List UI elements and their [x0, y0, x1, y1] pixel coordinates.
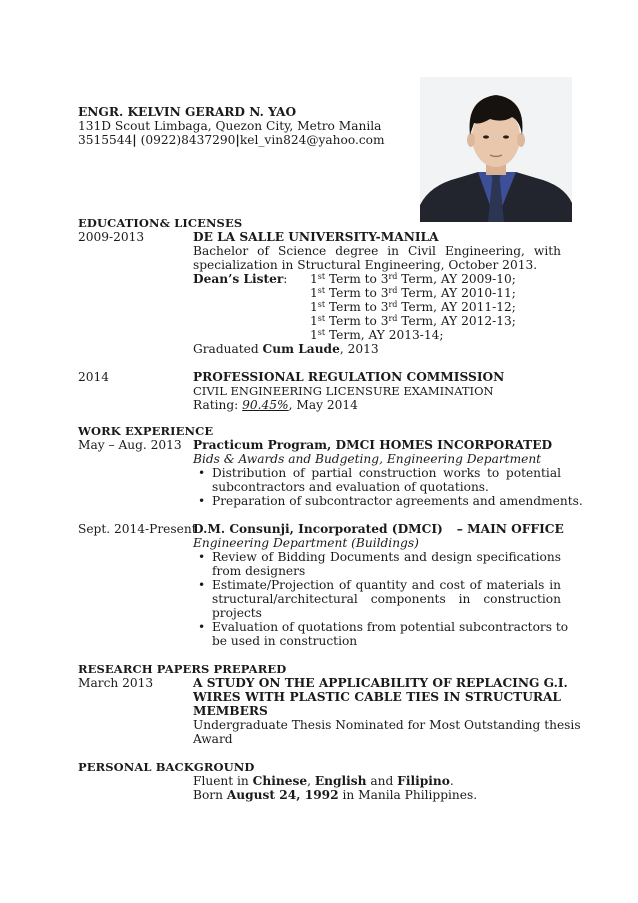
deans-lister-label: Dean’s Lister:	[193, 272, 288, 286]
portrait-image	[420, 77, 572, 222]
email: kel_vin824@yahoo.com	[239, 133, 385, 147]
deans-term: 1st Term, AY 2013-14;	[310, 328, 444, 342]
bullet: •	[198, 494, 206, 508]
job-duty: projects	[212, 606, 262, 620]
section-heading-personal: PERSONAL BACKGROUND	[78, 760, 255, 774]
bullet: •	[198, 466, 206, 480]
job-duty: Evaluation of quotations from potential subcontractors to	[212, 620, 569, 634]
section-heading-research: RESEARCH PAPERS PREPARED	[78, 662, 287, 676]
section-heading-education: EDUCATION& LICENSES	[78, 216, 243, 230]
section-heading-work: WORK EXPERIENCE	[78, 424, 214, 438]
school-name: DE LA SALLE UNIVERSITY-MANILA	[193, 230, 439, 244]
job-duty: from designers	[212, 564, 306, 578]
deans-term: 1st Term to 3rd Term, AY 2010-11;	[310, 286, 516, 300]
deans-term: 1st Term to 3rd Term, AY 2011-12;	[310, 300, 516, 314]
job-duty: structural/architectural components in construction	[212, 592, 561, 606]
license-exam: CIVIL ENGINEERING LICENSURE EXAMINATION	[193, 384, 494, 398]
job-duty: Distribution of partial construction works to potential	[212, 466, 561, 480]
applicant-name: ENGR. KELVIN GERARD N. YAO	[78, 105, 297, 119]
bullet: •	[198, 620, 206, 634]
research-title: WIRES WITH PLASTIC CABLE TIES IN STRUCTURAL	[193, 690, 561, 704]
separator: |	[235, 133, 240, 147]
birth-info: Born August 24, 1992 in Manila Philippines.	[193, 788, 478, 802]
job-department: Engineering Department (Buildings)	[193, 536, 419, 550]
separator: |	[132, 133, 137, 147]
license-rating: Rating: 90.45%, May 2014	[193, 398, 358, 412]
languages: Fluent in Chinese, English and Filipino.	[193, 774, 454, 788]
job-date: Sept. 2014-Present	[78, 522, 197, 536]
job-date: May – Aug. 2013	[78, 438, 182, 452]
address: 131D Scout Limbaga, Quezon City, Metro Manila	[78, 119, 382, 133]
bullet: •	[198, 578, 206, 592]
education-date: 2009-2013	[78, 230, 145, 244]
contact-line	[78, 133, 385, 147]
research-title: A STUDY ON THE APPLICABILITY OF REPLACING G.I.	[193, 676, 568, 690]
job-department: Bids & Awards and Budgeting, Engineering Department	[193, 452, 542, 466]
graduated-honor: Graduated Cum Laude, 2013	[193, 342, 379, 356]
deans-term: 1st Term to 3rd Term, AY 2009-10;	[310, 272, 516, 286]
job-duty: Estimate/Projection of quantity and cost of materials in	[212, 578, 561, 592]
license-org: PROFESSIONAL REGULATION COMMISSION	[193, 370, 505, 384]
job-duty: Preparation of subcontractor agreements and amendments.	[212, 494, 583, 508]
research-note: Award	[193, 732, 233, 746]
job-duty: subcontractors and evaluation of quotations.	[212, 480, 489, 494]
job-title: Practicum Program, DMCI HOMES INCORPORATED	[193, 438, 553, 452]
job-title: D.M. Consunji, Incorporated (DMCI) – MAIN OFFICE	[193, 522, 564, 536]
deans-term: 1st Term to 3rd Term, AY 2012-13;	[310, 314, 516, 328]
research-note: Undergraduate Thesis Nominated for Most Outstanding thesis	[193, 718, 581, 732]
bullet: •	[198, 550, 206, 564]
research-date: March 2013	[78, 676, 154, 690]
phone-mobile: (0922)8437290	[140, 133, 236, 147]
degree-line: Bachelor of Science degree in Civil Engineering, with	[193, 244, 561, 258]
job-duty: Review of Bidding Documents and design specifications	[212, 550, 561, 564]
job-duty: be used in construction	[212, 634, 358, 648]
phone-landline: 3515544	[78, 133, 133, 147]
license-date: 2014	[78, 370, 110, 384]
profile-photo	[420, 77, 572, 222]
research-title: MEMBERS	[193, 704, 268, 718]
degree-line: specialization in Structural Engineering, October 2013.	[193, 258, 538, 272]
